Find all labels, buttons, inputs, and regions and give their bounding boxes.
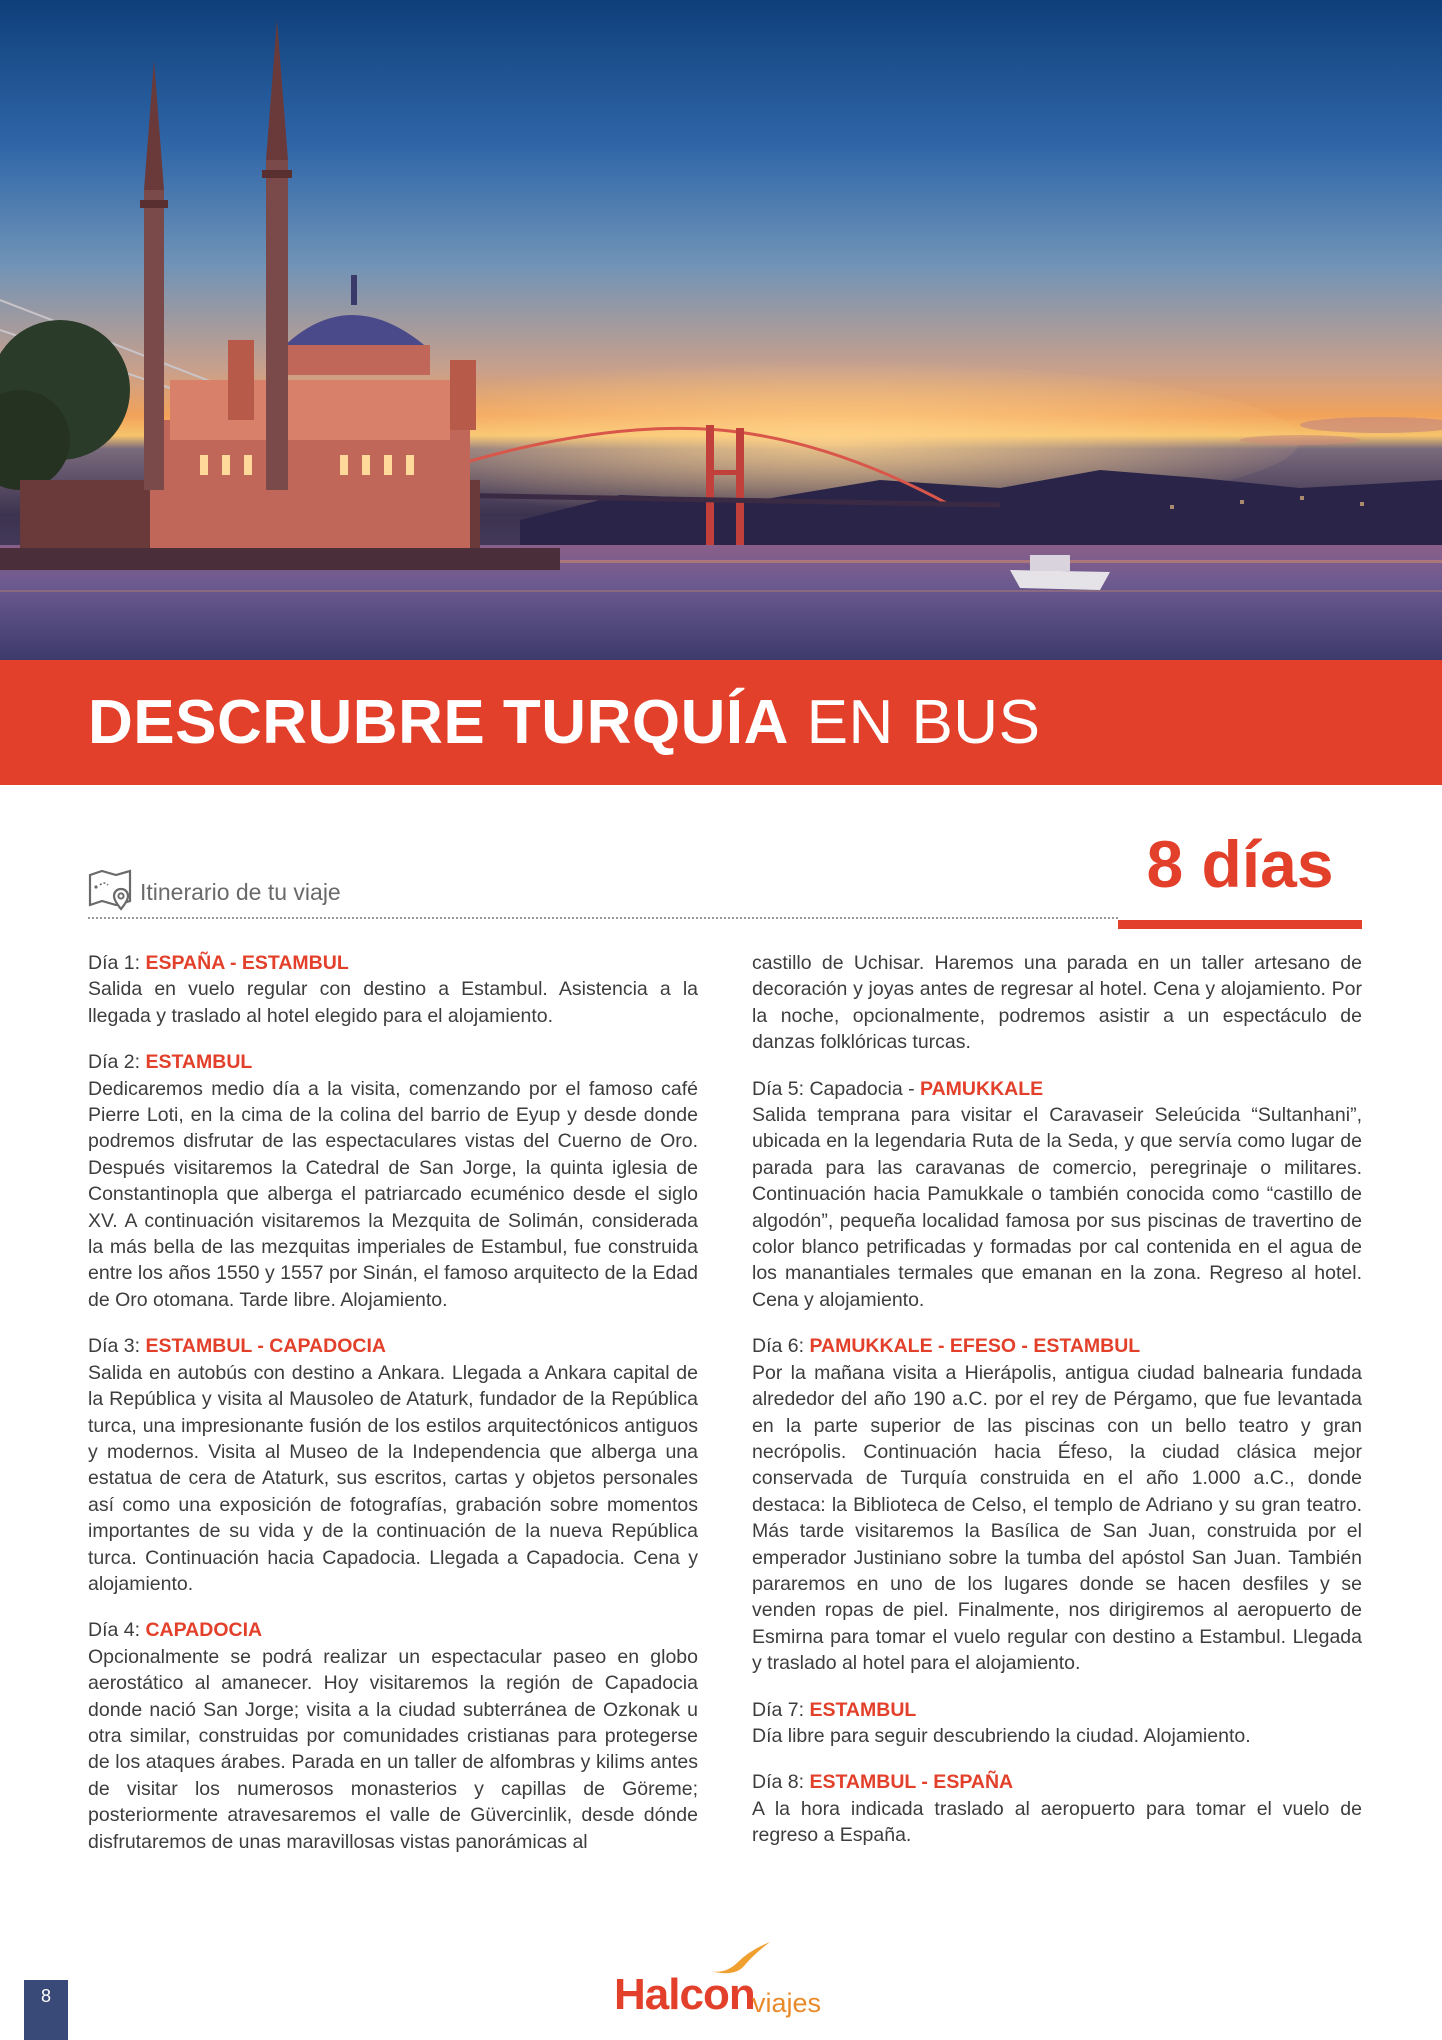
day-description: Opcionalmente se podrá realizar un espectacular paseo en globo aerostático al amanecer. Hoy visitaremos la región de Capadocia donde nació San Jorge; visita a la ciudad subterránea de Ozkonak u otra similar, construidas por comunidades cristianas para protegerse de los ataques árabes. Parada en un taller de alfombras y kilims antes de visitar los numerosos monasterios y capillas de Göreme; posteriormente atravesaremos el valle de Güvercinlik, desde dónde disfrutaremos de unas maravillosas vistas panorámicas al — [88, 1645, 698, 1853]
day-destination: ESTAMBUL - ESPAÑA — [809, 1771, 1014, 1794]
day-7 — [752, 1697, 1362, 1750]
day-4 — [88, 1617, 698, 1855]
day-description: Día libre para seguir descubriendo la ciudad. Alojamiento. — [752, 1724, 1251, 1747]
day-destination: ESPAÑA - ESTAMBUL — [145, 952, 349, 974]
title-bold: DESCRUBRE TURQUÍA — [88, 688, 789, 757]
day-description-continued: castillo de Uchisar. Haremos una parada en un taller artesano de decoración y joyas antes de regresar al hotel. Cena y alojamiento. Por la noche, opcionalmente, podremos asistir a un espectáculo de danzas folklóricas turcas. — [752, 952, 1362, 1054]
day-number: Día 5: — [752, 1077, 805, 1100]
day-3 — [88, 1333, 698, 1597]
day-destination: PAMUKKALE — [920, 1077, 1044, 1100]
day-description: Salida en vuelo regular con destino a Estambul. Asistencia a la llegada y traslado al hotel elegido para el alojamiento. — [88, 978, 698, 1027]
logo-main-text: Halcon — [614, 1970, 755, 2019]
page-number-box — [24, 1980, 68, 2040]
day-description: Salida temprana para visitar el Caravaseir Seleúcida “Sultanhani”, ubicada en la legendaria Ruta de la Seda, y que servía como lugar de parada para las caravanas de comercio, peregrinaje o militares. Continuación hacia Pamukkale o también conocida como “castillo de algodón”, pequeña localidad famosa por sus piscinas de travertino de color blanco petrificadas y formadas por cal contenida en el agua de los manantiales termales que emanan en la zona. Regreso al hotel. Cena y alojamiento. — [752, 1104, 1362, 1311]
day-number: Día 6: — [752, 1335, 805, 1358]
duration-text: 8 días — [1146, 827, 1334, 901]
day-1 — [88, 950, 698, 1029]
day-description: Por la mañana visita a Hierápolis, antigua ciudad balnearia fundada alrededor del año 190 a.C. por el rey de Pérgamo, que fue levantada en la parte superior de las piscinas con un bello teatro y gran necrópolis. Continuación hacia Éfeso, la ciudad clásica mejor conservada de Turquía construida en el año 1.000 a.C., donde destaca: la Biblioteca de Celso, el templo de Adriano y su gran teatro. Más tarde visitaremos la Basílica de San Juan, construida por el emperador Justiniano sobre la tumba del apóstol San Juan. También pararemos en uno de los lugares donde se hacen desfiles y se venden ropas de piel. Finalmente, nos dirigiremos al aeropuerto de Esmirna para tomar el vuelo regular con destino a Estambul. Llegada y traslado al hotel para el alojamiento. — [752, 1361, 1362, 1675]
day-description: Salida en autobús con destino a Ankara. Llegada a Ankara capital de la República y visita al Mausoleo de Ataturk, fundador de la República turca, una impresionante fusión de los estilos arquitectónicos antiguos y modernos. Visita al Museo de la Independencia que alberga una estatua de cera de Ataturk, sus escritos, cartas y objetos personales así como una exposición de fotografías, grabación sobre momentos importantes de su vida y de la continuación de la nueva República turca. Continuación hacia Capadocia. Llegada a Capadocia. Cena y alojamiento. — [88, 1361, 698, 1595]
day-number: Día 7: — [752, 1698, 805, 1721]
title-light: EN BUS — [806, 688, 1041, 757]
day-destination: CAPADOCIA — [145, 1619, 263, 1642]
itinerary-left-column — [88, 950, 698, 1875]
day-description: Dedicaremos medio día a la visita, comenzando por el famoso café Pierre Loti, en la cima de la colina del barrio de Eyup y desde donde podremos disfrutar de las espectaculares vistas del Cuerno de Oro. Después visitaremos la Catedral de San Jorge, la quinta iglesia de Constantinopla que alberga el patriarcado ecuménico desde el siglo XV. A continuación visitaremos la Mezquita de Solimán, considerada la más bella de las mezquitas imperiales de Estambul, fue construida entre los años 1550 y 1557 por Sinán, el famoso arquitecto de la Edad de Oro otomana. Tarde libre. Alojamiento. — [88, 1077, 698, 1311]
map-pin-icon — [86, 865, 134, 913]
logo-sub-text: viajes — [752, 1988, 822, 2018]
duration-badge — [1118, 827, 1362, 929]
dotted-divider — [88, 917, 1118, 919]
day-2 — [88, 1049, 698, 1313]
day-origin: Capadocia - — [809, 1077, 921, 1100]
day-destination: ESTAMBUL — [809, 1698, 917, 1721]
day-number: Día 8: — [752, 1771, 805, 1794]
page-number: 8 — [40, 1986, 51, 2006]
halcon-viajes-logo — [614, 1940, 844, 2020]
day-8 — [752, 1769, 1362, 1848]
page-title — [88, 688, 1040, 758]
day-description: A la hora indicada traslado al aeropuerto para tomar el vuelo de regreso a España. — [752, 1797, 1362, 1847]
itinerary-label: Itinerario de tu viaje — [140, 879, 341, 905]
day-number: Día 2: — [88, 1051, 141, 1074]
day-number: Día 3: — [88, 1335, 141, 1358]
day-destination: PAMUKKALE - EFESO - ESTAMBUL — [809, 1335, 1141, 1358]
title-banner — [0, 660, 1442, 785]
day-5 — [752, 1076, 1362, 1314]
day-6 — [752, 1333, 1362, 1676]
day-destination: ESTAMBUL — [145, 1051, 253, 1074]
day-destination: ESTAMBUL - CAPADOCIA — [145, 1335, 386, 1358]
day-number: Día 1: — [88, 952, 141, 974]
day-number: Día 4: — [88, 1619, 141, 1642]
itinerary-header — [86, 865, 1086, 915]
day-4-continued — [752, 950, 1362, 1056]
hero-photo — [0, 0, 1442, 660]
itinerary-right-column — [752, 950, 1362, 1869]
